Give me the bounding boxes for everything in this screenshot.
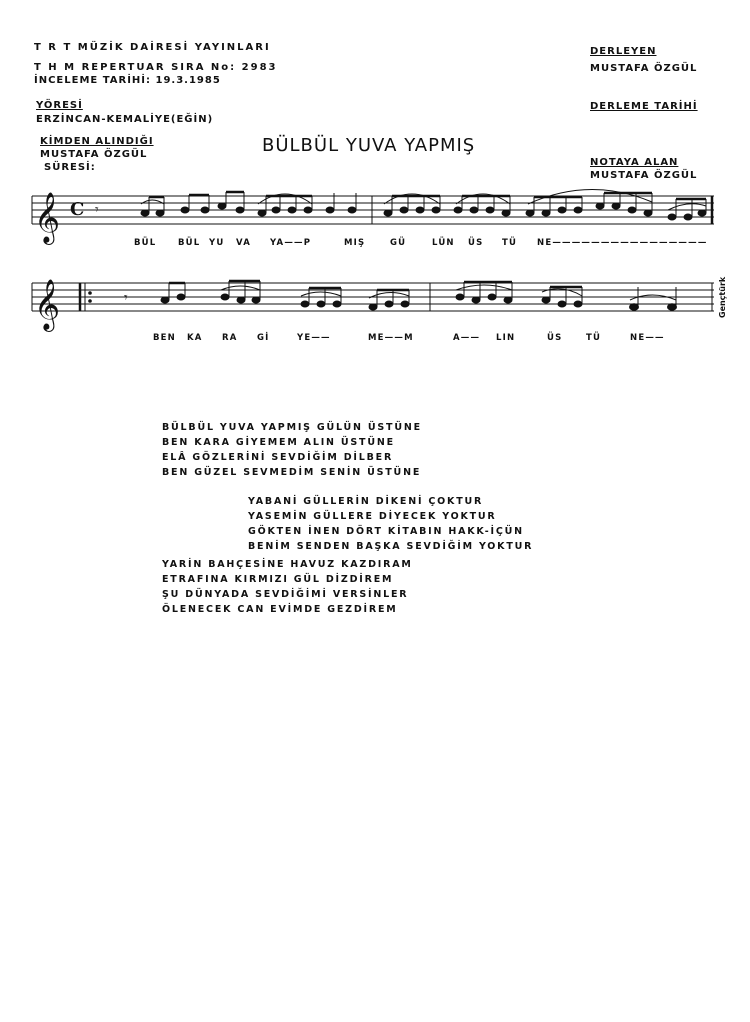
source-label: KİMDEN ALINDIĞI	[40, 136, 154, 147]
staff-2-notes	[161, 281, 677, 310]
eighth-rest-icon-2: 𝄾	[124, 290, 128, 306]
verse-line: BEN KARA GİYEMEM ALIN ÜSTÜNE	[162, 437, 395, 448]
lyric-syllable: GÜ	[390, 238, 407, 248]
lyric-syllable: VA	[236, 238, 251, 248]
treble-clef-icon-2: 𝄞	[34, 279, 61, 330]
region-label: YÖRESİ	[36, 100, 83, 111]
lyric-syllable: Gİ	[257, 333, 270, 343]
verse-line: YASEMİN GÜLLERE DİYECEK YOKTUR	[248, 511, 497, 522]
verse-1	[162, 420, 422, 480]
compile-date-label: DERLEME TARİHİ	[590, 101, 698, 112]
lyric-syllable: KA	[187, 333, 203, 343]
lyric-syllable: BÜL	[178, 238, 201, 248]
publisher-line: T R T MÜZİK DAİRESİ YAYINLARI	[34, 42, 271, 53]
verse-line: YABANİ GÜLLERİN DİKENİ ÇOKTUR	[248, 496, 484, 507]
lyric-syllable: ME——M	[368, 333, 414, 343]
lyric-syllable: TÜ	[502, 238, 518, 248]
verse-line: ETRAFINA KIRMIZI GÜL DİZDİREM	[162, 574, 394, 585]
staff-1	[32, 196, 714, 224]
verse-line: GÖKTEN İNEN DÖRT KİTABIN HAKK-İÇÜN	[248, 526, 524, 537]
region-value: ERZİNCAN-KEMALİYE(EĞİN)	[36, 114, 214, 125]
side-label: Gençtürk	[718, 276, 727, 318]
compiler-value: MUSTAFA ÖZGÜL	[590, 63, 698, 74]
lyric-syllable: YU	[209, 238, 225, 248]
treble-clef-icon: 𝄞	[34, 192, 61, 243]
verse-line: BEN GÜZEL SEVMEDİM SENİN ÜSTÜNE	[162, 467, 422, 478]
eighth-rest-icon: 𝄾	[95, 202, 99, 218]
verse-line: BÜLBÜL YUVA YAPMIŞ GÜLÜN ÜSTÜNE	[162, 422, 422, 433]
notation-value: MUSTAFA ÖZGÜL	[590, 170, 698, 181]
repeat-dot	[88, 291, 92, 295]
lyric-syllable: BEN	[153, 333, 176, 343]
verse-line: ÖLENECEK CAN EVİMDE GEZDİREM	[162, 604, 398, 615]
verse-line: YARİN BAHÇESİNE HAVUZ KAZDIRAM	[162, 559, 413, 570]
lyric-syllable: YA——P	[270, 238, 312, 248]
review-date: İNCELEME TARİHİ: 19.3.1985	[34, 75, 221, 86]
lyric-syllable: ÜS	[468, 238, 484, 248]
lyric-syllable: NE————————————————	[537, 238, 708, 248]
lyric-syllable: TÜ	[586, 333, 602, 343]
notation-label: NOTAYA ALAN	[590, 157, 679, 168]
song-title: BÜLBÜL YUVA YAPMIŞ	[262, 135, 476, 156]
duration-label: SÜRESİ:	[44, 162, 96, 173]
verse-line: ŞU DÜNYADA SEVDİĞİMİ VERSİNLER	[162, 589, 409, 600]
compiler-label: DERLEYEN	[590, 46, 657, 57]
staff-2-slurs	[221, 285, 676, 300]
lyric-syllable: YE——	[297, 333, 331, 343]
lyric-syllable: LÜN	[432, 238, 455, 248]
lyric-syllable: LIN	[496, 333, 516, 343]
verse-2	[248, 494, 533, 554]
lyric-syllable: RA	[222, 333, 238, 343]
lyric-syllable: ÜS	[547, 333, 563, 343]
common-time-icon: C	[70, 199, 85, 220]
repertoire-line: T H M REPERTUAR SIRA No: 2983	[34, 62, 278, 73]
repeat-dot	[88, 299, 92, 303]
lyric-syllable: MIŞ	[344, 238, 366, 248]
verse-line: ELÂ GÖZLERİNİ SEVDİĞİM DİLBER	[162, 452, 394, 463]
lyric-syllable: A——	[453, 333, 481, 343]
verse-line: BENİM SENDEN BAŞKA SEVDİĞİM YOKTUR	[248, 541, 534, 552]
lyric-syllable: NE——	[630, 333, 665, 343]
verse-3	[162, 557, 413, 617]
lyric-syllable: BÜL	[134, 238, 157, 248]
source-value: MUSTAFA ÖZGÜL	[40, 149, 148, 160]
